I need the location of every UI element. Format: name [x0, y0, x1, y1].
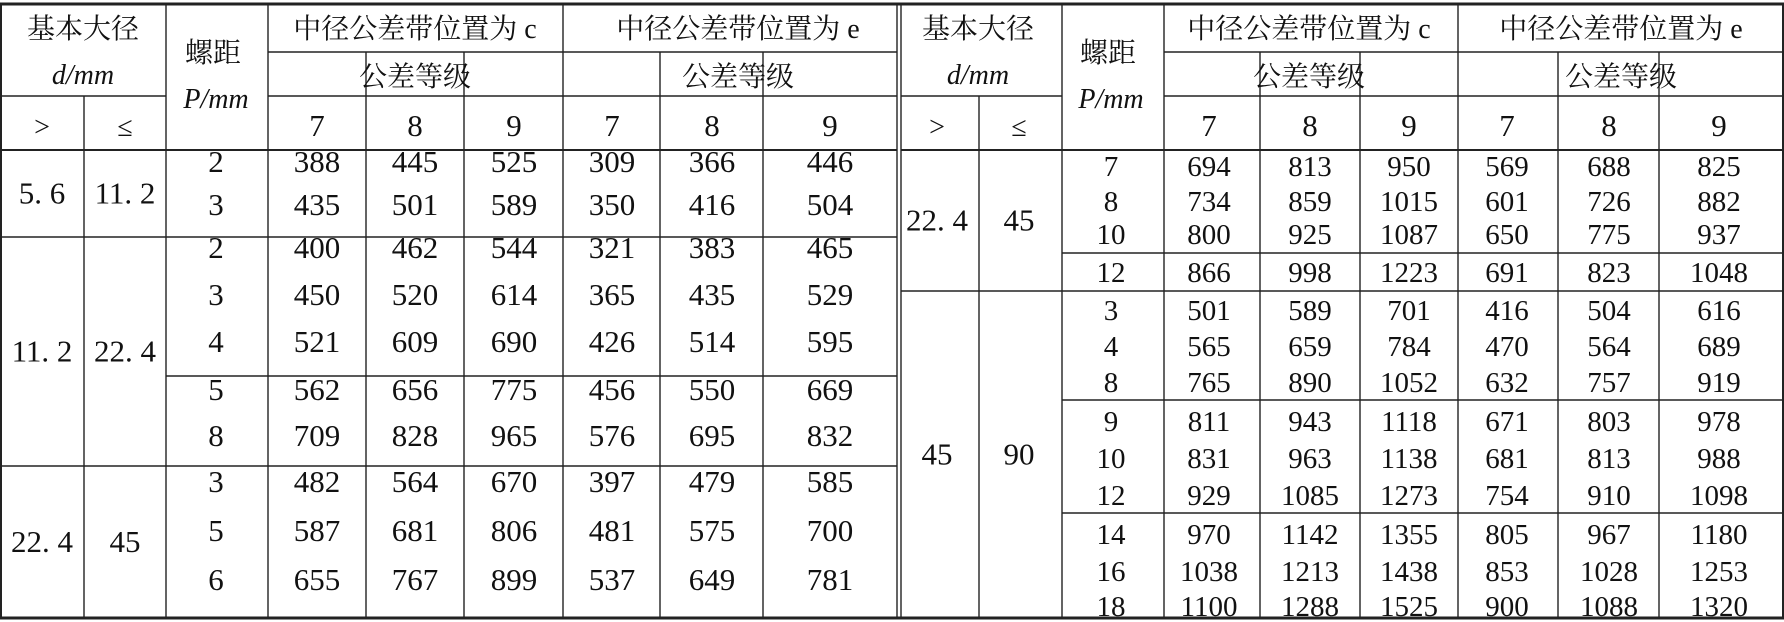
- header-grade-e-9: 9: [1711, 108, 1727, 143]
- header-grade-e-7: 7: [604, 108, 620, 143]
- tolerance-cell: 397: [588, 464, 636, 499]
- tolerance-cell: 882: [1697, 186, 1741, 218]
- tolerance-cell: 775: [1587, 219, 1631, 251]
- tolerance-cell: 609: [391, 324, 439, 359]
- tolerance-cell: 1273: [1380, 480, 1438, 512]
- pitch-cell: 12: [1096, 480, 1126, 512]
- tolerance-cell: 700: [806, 513, 854, 548]
- tolerance-cell: 828: [391, 418, 439, 453]
- header-position-c: 中径公差带位置为 c: [1187, 14, 1431, 45]
- tolerance-cell: 1253: [1690, 556, 1748, 588]
- tolerance-cell: 963: [1288, 443, 1332, 475]
- tolerance-cell: 435: [293, 187, 341, 222]
- header-grade-e-7: 7: [1499, 108, 1515, 143]
- pitch-cell: 3: [208, 187, 224, 222]
- tolerance-cell: 366: [688, 144, 736, 179]
- tolerance-cell: 1028: [1580, 556, 1638, 588]
- tolerance-cell: 694: [1187, 151, 1231, 183]
- pitch-cell: 4: [208, 324, 224, 359]
- diameter-less-equal: 90: [1003, 436, 1035, 472]
- header-tolerance-grade-c: 公差等级: [358, 62, 472, 93]
- diameter-greater-than: 11. 2: [11, 333, 73, 369]
- tolerance-cell: 1355: [1380, 519, 1438, 551]
- tolerance-cell: 632: [1485, 367, 1529, 399]
- tolerance-cell: 601: [1485, 186, 1529, 218]
- tolerance-cell: 1118: [1381, 406, 1437, 438]
- tolerance-cell: 365: [588, 277, 636, 312]
- tolerance-cell: 757: [1587, 367, 1631, 399]
- pitch-cell: 3: [208, 277, 224, 312]
- tolerance-cell: 1100: [1180, 591, 1238, 622]
- tolerance-cell: 970: [1187, 519, 1231, 551]
- header-grade-c-7: 7: [1201, 108, 1217, 143]
- tolerance-cell: 576: [588, 418, 636, 453]
- tolerance-cell: 544: [490, 230, 538, 265]
- tolerance-cell: 899: [490, 562, 538, 597]
- tolerance-cell: 825: [1697, 151, 1741, 183]
- tolerance-cell: 813: [1288, 151, 1332, 183]
- pitch-cell: 7: [1103, 151, 1119, 183]
- pitch-cell: 8: [1103, 367, 1119, 399]
- tolerance-cell: 416: [688, 187, 736, 222]
- tolerance-cell: 681: [1485, 443, 1529, 475]
- tolerance-cell: 589: [1288, 295, 1332, 327]
- tolerance-cell: 456: [588, 372, 636, 407]
- diameter-greater-than: 22. 4: [11, 524, 73, 559]
- header-less-equal: ≤: [1011, 112, 1027, 143]
- pitch-cell: 10: [1096, 443, 1126, 475]
- header-tolerance-grade-e: 公差等级: [681, 62, 795, 93]
- header-grade-c-9: 9: [506, 108, 522, 143]
- tolerance-cell: 1320: [1690, 591, 1748, 622]
- tolerance-cell: 585: [806, 464, 854, 499]
- tolerance-cell: 564: [391, 464, 439, 499]
- tolerance-cell: 650: [1485, 219, 1529, 251]
- tolerance-cell: 481: [588, 513, 636, 548]
- tolerance-cell: 479: [688, 464, 736, 499]
- pitch-cell: 16: [1096, 556, 1126, 588]
- tolerance-cell: 400: [293, 230, 341, 265]
- tolerance-cell: 681: [391, 513, 439, 548]
- header-less-equal: ≤: [117, 112, 133, 143]
- tolerance-cell: 416: [1485, 295, 1529, 327]
- tolerance-cell: 1088: [1580, 591, 1638, 622]
- tolerance-cell: 569: [1485, 151, 1529, 183]
- header-grade-c-9: 9: [1401, 108, 1417, 143]
- tolerance-cell: 529: [806, 277, 854, 312]
- tolerance-cell: 450: [293, 277, 341, 312]
- diameter-greater-than: 5. 6: [18, 175, 66, 211]
- tolerance-cell: 1525: [1380, 591, 1438, 622]
- tolerance-cell: 781: [806, 562, 854, 597]
- tolerance-cell: 426: [588, 324, 636, 359]
- header-position-e: 中径公差带位置为 e: [1499, 14, 1743, 45]
- tolerance-cell: 521: [293, 324, 341, 359]
- tolerance-cell: 950: [1387, 151, 1431, 183]
- header-position-c: 中径公差带位置为 c: [293, 14, 537, 45]
- tolerance-cell: 462: [391, 230, 439, 265]
- tolerance-cell: 671: [1485, 406, 1529, 438]
- header-basic-diameter: 基本大径: [26, 14, 140, 45]
- header-d-unit: d/mm: [946, 60, 1010, 91]
- tolerance-cell: 859: [1288, 186, 1332, 218]
- diameter-less-equal: 11. 2: [94, 175, 156, 211]
- header-grade-c-7: 7: [309, 108, 325, 143]
- header-grade-e-8: 8: [704, 108, 720, 143]
- header-p-unit: P/mm: [1078, 84, 1144, 115]
- tolerance-cell: 446: [806, 144, 854, 179]
- diameter-less-equal: 22. 4: [94, 333, 156, 369]
- pitch-cell: 6: [208, 562, 224, 597]
- header-grade-c-8: 8: [407, 108, 423, 143]
- tolerance-cell: 520: [391, 277, 439, 312]
- tolerance-cell: 853: [1485, 556, 1529, 588]
- header-grade-e-8: 8: [1601, 108, 1617, 143]
- tolerance-cell: 383: [688, 230, 736, 265]
- tolerance-cell: 550: [688, 372, 736, 407]
- tolerance-cell: 734: [1187, 186, 1231, 218]
- header-pitch: 螺距: [1079, 38, 1137, 69]
- tolerance-cell: 709: [293, 418, 341, 453]
- diameter-greater-than: 45: [921, 436, 953, 472]
- tolerance-cell: 767: [391, 562, 439, 597]
- tolerance-cell: 309: [588, 144, 636, 179]
- tolerance-cell: 701: [1387, 295, 1431, 327]
- tolerance-cell: 1087: [1380, 219, 1438, 251]
- tolerance-cell: 669: [806, 372, 854, 407]
- tolerance-cell: 937: [1697, 219, 1741, 251]
- tolerance-cell: 1288: [1281, 591, 1339, 622]
- pitch-cell: 9: [1103, 406, 1119, 438]
- tolerance-cell: 1213: [1281, 556, 1339, 588]
- pitch-cell: 2: [208, 144, 224, 179]
- header-d-unit: d/mm: [51, 60, 115, 91]
- tolerance-cell: 1038: [1180, 556, 1238, 588]
- diameter-greater-than: 22. 4: [906, 202, 968, 238]
- tolerance-cell: 978: [1697, 406, 1741, 438]
- tolerance-cell: 754: [1485, 480, 1529, 512]
- tolerance-cell: 805: [1485, 519, 1529, 551]
- pitch-cell: 8: [1103, 186, 1119, 218]
- header-position-e: 中径公差带位置为 e: [616, 14, 860, 45]
- tolerance-cell: 514: [688, 324, 736, 359]
- tolerance-cell: 866: [1187, 257, 1231, 289]
- tolerance-cell: 988: [1697, 443, 1741, 475]
- tolerance-cell: 831: [1187, 443, 1231, 475]
- tolerance-cell: 806: [490, 513, 538, 548]
- tolerance-cell: 832: [806, 418, 854, 453]
- tolerance-cell: 1223: [1380, 257, 1438, 289]
- tolerance-cell: 925: [1288, 219, 1332, 251]
- tolerance-cell: 614: [490, 277, 538, 312]
- tolerance-cell: 800: [1187, 219, 1231, 251]
- header-greater-than: >: [34, 112, 50, 143]
- header-tolerance-grade-c: 公差等级: [1252, 62, 1366, 93]
- tolerance-cell: 562: [293, 372, 341, 407]
- tolerance-cell: 998: [1288, 257, 1332, 289]
- tolerance-cell: 910: [1587, 480, 1631, 512]
- header-pitch: 螺距: [184, 38, 242, 69]
- tolerance-cell: 504: [806, 187, 854, 222]
- tolerance-cell: 900: [1485, 591, 1529, 622]
- header-grade-c-8: 8: [1302, 108, 1318, 143]
- tolerance-cell: 775: [490, 372, 538, 407]
- tolerance-cell: 690: [490, 324, 538, 359]
- pitch-cell: 3: [208, 464, 224, 499]
- tolerance-cell: 482: [293, 464, 341, 499]
- tolerance-cell: 659: [1288, 331, 1332, 363]
- tolerance-cell: 501: [1187, 295, 1231, 327]
- tolerance-cell: 965: [490, 418, 538, 453]
- diameter-less-equal: 45: [109, 524, 141, 559]
- tolerance-cell: 670: [490, 464, 538, 499]
- header-p-unit: P/mm: [183, 84, 249, 115]
- tolerance-cell: 435: [688, 277, 736, 312]
- header-basic-diameter: 基本大径: [921, 14, 1035, 45]
- tolerance-cell: 501: [391, 187, 439, 222]
- tolerance-cell: 537: [588, 562, 636, 597]
- diameter-less-equal: 45: [1003, 202, 1035, 238]
- tolerance-cell: 967: [1587, 519, 1631, 551]
- tolerance-cell: 784: [1387, 331, 1431, 363]
- tolerance-cell: 803: [1587, 406, 1631, 438]
- tolerance-cell: 688: [1587, 151, 1631, 183]
- tolerance-cell: 350: [588, 187, 636, 222]
- tolerance-cell: 765: [1187, 367, 1231, 399]
- pitch-cell: 3: [1103, 295, 1119, 327]
- header-greater-than: >: [929, 112, 945, 143]
- tolerance-cell: 595: [806, 324, 854, 359]
- right-header: [922, 13, 1743, 143]
- tolerance-cell: 388: [293, 144, 341, 179]
- header-tolerance-grade-e: 公差等级: [1564, 62, 1678, 93]
- tolerance-cell: 616: [1697, 295, 1741, 327]
- tolerance-cell: 726: [1587, 186, 1631, 218]
- tolerance-cell: 656: [391, 372, 439, 407]
- tolerance-cell: 919: [1697, 367, 1741, 399]
- pitch-cell: 14: [1096, 519, 1126, 551]
- tolerance-cell: 655: [293, 562, 341, 597]
- tolerance-cell: 445: [391, 144, 439, 179]
- tolerance-cell: 1052: [1380, 367, 1438, 399]
- tolerance-cell: 929: [1187, 480, 1231, 512]
- tolerance-cell: 470: [1485, 331, 1529, 363]
- header-grade-e-9: 9: [822, 108, 838, 143]
- tolerance-cell: 823: [1587, 257, 1631, 289]
- tolerance-cell: 1048: [1690, 257, 1748, 289]
- tolerance-cell: 465: [806, 230, 854, 265]
- table-body: [11, 108, 1748, 622]
- tolerance-cell: 813: [1587, 443, 1631, 475]
- tolerance-cell: 321: [588, 230, 636, 265]
- tolerance-cell: 689: [1697, 331, 1741, 363]
- tolerance-cell: 1015: [1380, 186, 1438, 218]
- tolerance-cell: 1085: [1281, 480, 1339, 512]
- tolerance-cell: 565: [1187, 331, 1231, 363]
- tolerance-cell: 1142: [1281, 519, 1339, 551]
- pitch-cell: 4: [1103, 331, 1119, 363]
- tolerance-cell: 691: [1485, 257, 1529, 289]
- tolerance-cell: 504: [1587, 295, 1631, 327]
- tolerance-cell: 1098: [1690, 480, 1748, 512]
- tolerance-cell: 943: [1288, 406, 1332, 438]
- tolerance-cell: 575: [688, 513, 736, 548]
- tolerance-cell: 1180: [1690, 519, 1748, 551]
- pitch-cell: 8: [208, 418, 224, 453]
- tolerance-cell: 811: [1187, 406, 1231, 438]
- pitch-cell: 10: [1096, 219, 1126, 251]
- tolerance-cell: 525: [490, 144, 538, 179]
- pitch-cell: 5: [208, 372, 224, 407]
- tolerance-cell: 1138: [1380, 443, 1438, 475]
- tolerance-cell: 695: [688, 418, 736, 453]
- tolerance-cell: 589: [490, 187, 538, 222]
- pitch-cell: 18: [1096, 591, 1126, 622]
- tolerance-cell: 649: [688, 562, 736, 597]
- tolerance-cell: 890: [1288, 367, 1332, 399]
- left-header: [27, 13, 860, 143]
- pitch-cell: 5: [208, 513, 224, 548]
- tolerance-cell: 564: [1587, 331, 1631, 363]
- tolerance-cell: 587: [293, 513, 341, 548]
- pitch-cell: 12: [1096, 257, 1126, 289]
- pitch-cell: 2: [208, 230, 224, 265]
- tolerance-cell: 1438: [1380, 556, 1438, 588]
